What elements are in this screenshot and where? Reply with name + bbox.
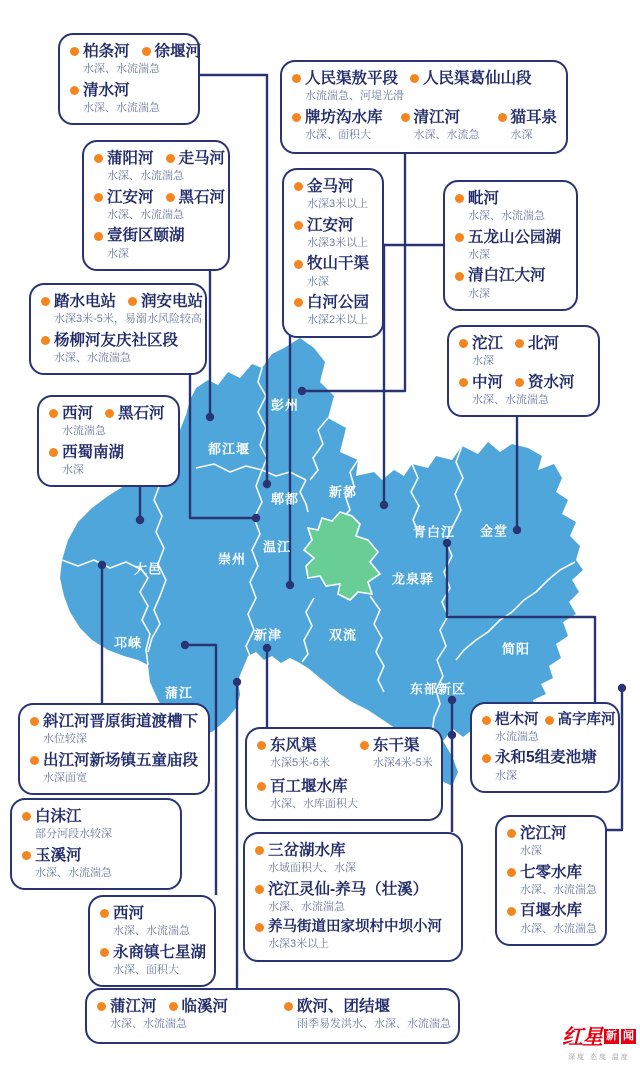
bullet-icon bbox=[294, 221, 303, 230]
hazard-name: 东风渠 bbox=[257, 736, 317, 755]
callout-sanchahu bbox=[243, 832, 463, 962]
hazard-name: 清水河 bbox=[70, 81, 130, 100]
hazard-entry bbox=[294, 177, 372, 212]
bullet-icon bbox=[30, 717, 39, 726]
hazard-name: 壹街区颐湖 bbox=[94, 226, 185, 245]
hazard-name: 黑石河 bbox=[105, 404, 165, 423]
bullet-icon bbox=[545, 716, 554, 725]
hazard-name: 永和5组麦池塘 bbox=[482, 748, 597, 767]
hazard-entry bbox=[294, 254, 372, 289]
hazard-desc: 水深 bbox=[307, 275, 329, 288]
district-label-wenjiang: 温江 bbox=[262, 539, 292, 555]
hazard-desc: 水深5米-6米 bbox=[270, 757, 330, 770]
hazard-entry bbox=[30, 751, 198, 786]
callout-xihe-north bbox=[37, 395, 180, 487]
hazard-entry bbox=[100, 904, 204, 939]
hazard-name: 桤木河 bbox=[482, 711, 539, 729]
hazard-name: 金马河 bbox=[294, 177, 354, 196]
hazard-entry bbox=[257, 777, 431, 812]
bullet-icon bbox=[30, 756, 39, 765]
hazard-entry bbox=[294, 216, 372, 251]
hazard-desc: 水域面积大、水深 bbox=[268, 862, 356, 875]
bullet-icon bbox=[70, 86, 79, 95]
callout-qimuhe bbox=[470, 702, 620, 793]
hazard-name: 江安河 bbox=[94, 188, 154, 207]
hazard-desc: 水深面宽 bbox=[43, 772, 87, 785]
callout-tuojianghe bbox=[495, 815, 607, 946]
callout-pihe bbox=[443, 180, 578, 311]
bullet-icon bbox=[142, 47, 151, 56]
hazard-desc: 水深、水流急 bbox=[413, 129, 480, 142]
callout-xihe-xinjin bbox=[88, 895, 216, 987]
hazard-name: 出江河新场镇五童庙段 bbox=[30, 751, 198, 770]
bullet-icon bbox=[100, 948, 109, 957]
hazard-name: 永商镇七星湖 bbox=[100, 943, 206, 962]
hazard-entry bbox=[455, 189, 566, 224]
bullet-icon bbox=[294, 298, 303, 307]
hazard-desc: 雨季易发洪水、水深、水流湍急 bbox=[297, 1018, 452, 1031]
bullet-icon bbox=[507, 907, 516, 916]
hazard-entry bbox=[22, 846, 170, 881]
logo-square-wen: 闻 bbox=[623, 1029, 634, 1042]
district-label-jintang: 金堂 bbox=[479, 523, 509, 539]
hazard-entry bbox=[255, 880, 451, 915]
bullet-icon bbox=[410, 74, 419, 83]
bullet-icon bbox=[401, 113, 410, 122]
hazard-name: 白沫江 bbox=[22, 807, 82, 826]
bullet-icon bbox=[294, 260, 303, 269]
hazard-desc: 水深、水流湍急 bbox=[268, 901, 345, 914]
bullet-icon bbox=[166, 193, 175, 202]
hazard-entry bbox=[30, 712, 198, 747]
callout-tuojiang bbox=[447, 325, 600, 417]
hazard-desc: 水流湍急、河堤光滑 bbox=[305, 90, 404, 103]
bullet-icon bbox=[284, 1002, 293, 1011]
hazard-desc: 水深 bbox=[468, 249, 490, 262]
hazard-desc: 水流湍急 bbox=[495, 731, 539, 744]
district-label-dayi: 大邑 bbox=[133, 561, 163, 577]
hazard-entry bbox=[455, 228, 566, 263]
hazard-name: 中河 bbox=[459, 373, 503, 392]
callout-renminqu bbox=[280, 60, 568, 154]
hazard-desc: 水深 bbox=[107, 247, 129, 260]
hazard-name: 临溪河 bbox=[169, 997, 229, 1016]
hazard-desc: 水深3米-5米，易溺水风险较高 bbox=[54, 313, 202, 326]
hazard-entry bbox=[360, 736, 433, 775]
bullet-icon bbox=[257, 741, 266, 750]
bullet-icon bbox=[94, 232, 103, 241]
bullet-icon bbox=[100, 909, 109, 918]
hazard-name: 清白江大河 bbox=[455, 266, 546, 285]
hazard-entry bbox=[507, 824, 595, 859]
hazard-entry bbox=[97, 997, 228, 1036]
bullet-icon bbox=[292, 113, 301, 122]
logo-square-xin: 新 bbox=[606, 1029, 617, 1042]
bullet-icon bbox=[294, 182, 303, 191]
hazard-name: 西河 bbox=[100, 904, 144, 923]
district-label-shuangliu: 双流 bbox=[328, 627, 358, 643]
district-label-xinjin: 新津 bbox=[253, 627, 283, 643]
callout-xiejianghe bbox=[18, 703, 210, 795]
hazard-name: 毗河 bbox=[455, 189, 499, 208]
hazard-name: 三岔湖水库 bbox=[255, 841, 346, 860]
bullet-icon bbox=[94, 154, 103, 163]
bullet-icon bbox=[94, 193, 103, 202]
hazard-desc: 水深、水流湍急 bbox=[107, 209, 184, 222]
hazard-name: 东干渠 bbox=[360, 736, 420, 755]
callout-baitiaohe bbox=[58, 33, 200, 125]
hazard-entry bbox=[498, 108, 558, 147]
hazard-desc: 水深 bbox=[520, 845, 542, 858]
hazard-desc: 水深 bbox=[472, 355, 494, 368]
hazard-entry bbox=[284, 997, 451, 1036]
bullet-icon bbox=[459, 378, 468, 387]
hazard-desc: 水深、水流湍急 bbox=[472, 394, 549, 407]
district-label-qionglai: 邛崃 bbox=[113, 635, 143, 651]
hazard-desc: 水深、水流湍急 bbox=[468, 210, 545, 223]
hazard-name: 西蜀南湖 bbox=[49, 443, 124, 462]
hazard-name: 蒲阳河 bbox=[94, 149, 154, 168]
hazard-name: 润安电站 bbox=[128, 292, 203, 311]
callout-puyanghe bbox=[82, 140, 230, 271]
hazard-desc: 水深3米以上 bbox=[268, 938, 330, 951]
hazard-entry bbox=[401, 108, 480, 147]
bullet-icon bbox=[255, 885, 264, 894]
bullet-icon bbox=[257, 782, 266, 791]
hazard-name: 走马河 bbox=[166, 149, 226, 168]
hazard-name: 百工堰水库 bbox=[257, 777, 348, 796]
hazard-entry bbox=[255, 918, 451, 951]
hazard-entry bbox=[294, 293, 372, 328]
hazard-entry bbox=[255, 841, 451, 876]
callout-pujianghe bbox=[85, 988, 460, 1044]
hazard-desc: 水深4米-5米 bbox=[372, 757, 433, 770]
hazard-desc: 水深 bbox=[62, 464, 84, 477]
hazard-name: 白河公园 bbox=[294, 293, 369, 312]
district-label-longquanyi: 龙泉驿 bbox=[391, 571, 435, 587]
hazard-desc: 水位较深 bbox=[43, 733, 87, 746]
hazard-desc: 水深、水流湍急 bbox=[35, 867, 112, 880]
callout-tashuidianzhan bbox=[29, 283, 207, 375]
hazard-desc: 水深 bbox=[468, 287, 490, 300]
bullet-icon bbox=[455, 272, 464, 281]
bullet-icon bbox=[292, 74, 301, 83]
hazard-entry bbox=[41, 331, 195, 366]
hazard-entry bbox=[459, 373, 588, 408]
bullet-icon bbox=[22, 812, 31, 821]
hazard-desc: 水深、水库面积大 bbox=[270, 798, 358, 811]
hazard-desc: 水深、水流湍急 bbox=[83, 63, 160, 76]
bullet-icon bbox=[455, 194, 464, 203]
hazard-desc: 水深 bbox=[495, 769, 517, 782]
bullet-icon bbox=[498, 113, 507, 122]
bullet-icon bbox=[360, 741, 369, 750]
bullet-icon bbox=[507, 868, 516, 877]
hazard-name: 斜江河晋原街道渡槽下 bbox=[30, 712, 198, 731]
bullet-icon bbox=[41, 336, 50, 345]
bullet-icon bbox=[128, 297, 137, 306]
hazard-name: 牌坊沟水库 bbox=[292, 108, 383, 127]
hazard-name: 养马街道田家坝村中坝小河 bbox=[255, 918, 442, 936]
district-label-pidu: 郫都 bbox=[270, 491, 300, 507]
bullet-icon bbox=[515, 339, 524, 348]
hazard-entry bbox=[100, 943, 207, 978]
district-label-pujiang: 蒲江 bbox=[164, 685, 194, 701]
bullet-icon bbox=[482, 754, 491, 763]
bullet-icon bbox=[255, 846, 264, 855]
hazard-desc: 水深、水流湍急 bbox=[110, 1018, 187, 1031]
hazard-name: 沱江灵仙-养马（壮溪） bbox=[255, 880, 428, 899]
hazard-name: 清江河 bbox=[401, 108, 461, 127]
hazard-entry bbox=[507, 901, 595, 936]
hazard-name: 北河 bbox=[515, 334, 559, 353]
bullet-icon bbox=[22, 851, 31, 860]
hazard-name: 柏条河 bbox=[70, 42, 130, 61]
district-label-xindu: 新都 bbox=[328, 484, 358, 500]
hazard-name: 沱江 bbox=[459, 334, 503, 353]
bullet-icon bbox=[455, 233, 464, 242]
redstar-news-logo bbox=[562, 1021, 636, 1062]
hazard-desc: 水深、水流湍急 bbox=[83, 102, 160, 115]
callout-jinmahe bbox=[282, 168, 384, 338]
hazard-entry bbox=[482, 748, 608, 783]
bullet-icon bbox=[49, 448, 58, 457]
bullet-icon bbox=[166, 154, 175, 163]
district-label-dongbuxinqu: 东部新区 bbox=[409, 681, 467, 697]
bullet-icon bbox=[97, 1002, 106, 1011]
hazard-entry bbox=[292, 69, 556, 104]
hazard-entry bbox=[94, 188, 226, 223]
hazard-name: 资水河 bbox=[515, 373, 575, 392]
bullet-icon bbox=[255, 923, 264, 932]
district-label-qingbaijiang: 青白江 bbox=[412, 524, 456, 540]
bullet-icon bbox=[49, 409, 58, 418]
district-label-dujiangyan: 都江堰 bbox=[207, 441, 251, 457]
hazard-name: 欧河、团结堰 bbox=[284, 997, 390, 1016]
hazard-desc: 部分河段水较深 bbox=[35, 828, 112, 841]
hazard-name: 七零水库 bbox=[507, 863, 582, 882]
hazard-name: 人民渠葛仙山段 bbox=[410, 69, 532, 88]
hazard-entry bbox=[94, 149, 226, 184]
hazard-entry bbox=[455, 266, 566, 301]
hazard-desc: 水深、水流湍急 bbox=[520, 884, 597, 897]
bullet-icon bbox=[459, 339, 468, 348]
bullet-icon bbox=[70, 47, 79, 56]
hazard-name: 猫耳泉 bbox=[498, 108, 558, 127]
hazard-name: 百堰水库 bbox=[507, 901, 582, 920]
hazard-desc: 水深、面积大 bbox=[305, 129, 371, 142]
district-label-pengzhou: 彭州 bbox=[270, 397, 300, 413]
callout-baimojiang bbox=[10, 798, 182, 890]
hazard-name: 玉溪河 bbox=[22, 846, 82, 865]
hazard-desc: 水深 bbox=[510, 129, 533, 142]
hazard-entry bbox=[70, 42, 202, 77]
hazard-name: 江安河 bbox=[294, 216, 354, 235]
callout-dongfengqu bbox=[245, 727, 443, 821]
bullet-icon bbox=[41, 297, 50, 306]
hazard-name: 五龙山公园湖 bbox=[455, 228, 561, 247]
hazard-entry bbox=[41, 292, 204, 327]
hazard-name: 牧山干渠 bbox=[294, 254, 369, 273]
hazard-entry bbox=[459, 334, 588, 369]
hazard-entry bbox=[49, 443, 168, 478]
hazard-name: 高字库河 bbox=[545, 711, 616, 729]
hazard-name: 蒲江河 bbox=[97, 997, 157, 1016]
district-label-jianyang: 简阳 bbox=[501, 641, 531, 657]
hazard-desc: 水深、面积大 bbox=[113, 964, 179, 977]
hazard-entry bbox=[94, 226, 218, 261]
bullet-icon bbox=[105, 409, 114, 418]
hazard-name: 黑石河 bbox=[166, 188, 226, 207]
hazard-desc: 水深3米以上 bbox=[307, 198, 369, 211]
hazard-entry bbox=[292, 108, 383, 147]
bullet-icon bbox=[482, 716, 491, 725]
hazard-desc: 水深、水流湍急 bbox=[107, 170, 184, 183]
hazard-name: 杨柳河友庆社区段 bbox=[41, 331, 178, 350]
hazard-entry bbox=[70, 81, 188, 116]
hazard-name: 踏水电站 bbox=[41, 292, 116, 311]
hazard-entry bbox=[22, 807, 170, 842]
hazard-entry bbox=[482, 711, 616, 744]
hazard-name: 徐堰河 bbox=[142, 42, 202, 61]
logo-script-text: 红星 bbox=[562, 1026, 602, 1049]
hazard-desc: 水深3米以上 bbox=[307, 237, 369, 250]
hazard-desc: 水深、水流湍急 bbox=[54, 352, 131, 365]
bullet-icon bbox=[507, 829, 516, 838]
hazard-desc: 水深2米以上 bbox=[307, 314, 369, 327]
hazard-desc: 水深、水流湍急 bbox=[113, 925, 190, 938]
hazard-entry bbox=[49, 404, 168, 439]
hazard-desc: 水流湍急 bbox=[62, 425, 106, 438]
hazard-desc: 水深、水流湍急 bbox=[520, 922, 597, 935]
hazard-name: 沱江河 bbox=[507, 824, 567, 843]
bullet-icon bbox=[169, 1002, 178, 1011]
hazard-entry bbox=[507, 863, 595, 898]
bullet-icon bbox=[515, 378, 524, 387]
district-label-chongzhou: 崇州 bbox=[217, 551, 247, 567]
hazard-name: 人民渠敖平段 bbox=[292, 69, 398, 88]
logo-tagline: 深度 态度 温度 bbox=[568, 1054, 630, 1061]
hazard-entry bbox=[257, 736, 330, 775]
hazard-name: 西河 bbox=[49, 404, 93, 423]
